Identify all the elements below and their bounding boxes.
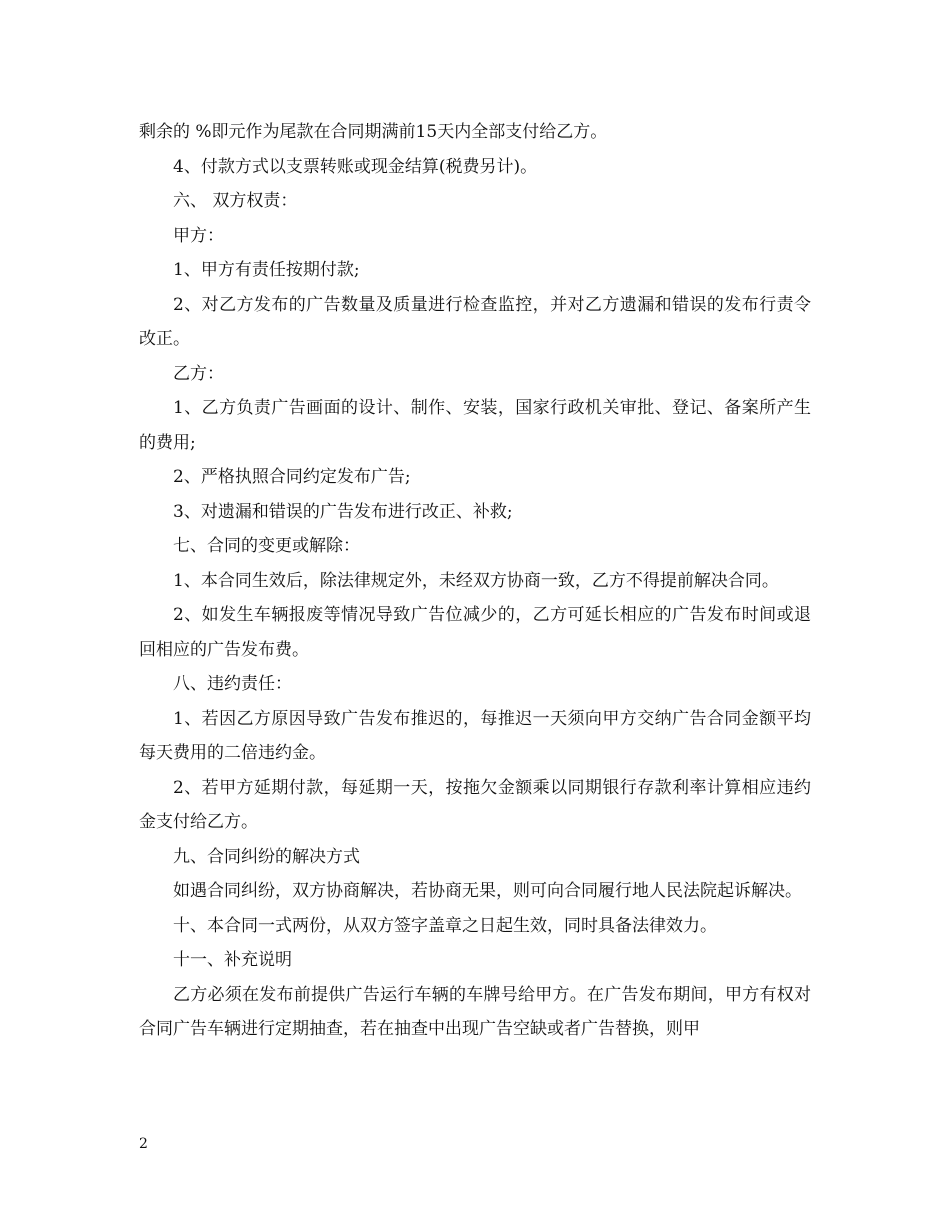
page-number: 2	[139, 1136, 148, 1152]
paragraph: 1、甲方有责任按期付款;	[173, 260, 360, 280]
paragraph: 1、乙方负责广告画面的设计、制作、安装，国家行政机关审批、登记、备案所产生的费用;	[139, 398, 811, 453]
paragraph: 2、严格执照合同约定发布广告;	[173, 467, 411, 487]
paragraph: 六、 双方权责：	[173, 191, 298, 211]
paragraph: 乙方：	[173, 363, 224, 384]
paragraph: 2、若甲方延期付款，每延期一天，按拖欠金额乘以同期银行存款利率计算相应违约金支付给乙方。	[139, 777, 811, 832]
document-body	[139, 115, 811, 1047]
paragraph: 剩余的 %即元作为尾款在合同期满前15天内全部支付给乙方。	[139, 122, 608, 142]
paragraph: 八、违约责任：	[173, 674, 292, 694]
paragraph: 乙方必须在发布前提供广告运行车辆的车牌号给甲方。在广告发布期间，甲方有权对合同广告车辆进行定期抽查，若在抽查中出现广告空缺或者广告替换，则甲	[139, 984, 811, 1039]
paragraph: 甲方：	[173, 225, 224, 246]
paragraph: 2、对乙方发布的广告数量及质量进行检查监控，并对乙方遗漏和错误的发布行责令改正。	[139, 294, 811, 349]
paragraph: 九、合同纠纷的解决方式	[173, 846, 360, 867]
paragraph: 十、本合同一式两份，从双方签字盖章之日起生效，同时具备法律效力。	[173, 915, 717, 936]
paragraph: 1、若因乙方原因导致广告发布推迟的，每推迟一天须向甲方交纳广告合同金额平均每天费用的二倍违约金。	[139, 708, 811, 763]
paragraph: 3、对遗漏和错误的广告发布进行改正、补救;	[173, 501, 513, 522]
paragraph: 如遇合同纠纷，双方协商解决，若协商无果，则可向合同履行地人民法院起诉解决。	[173, 881, 802, 901]
paragraph: 4、付款方式以支票转账或现金结算(税费另计)。	[173, 156, 538, 177]
paragraph: 七、合同的变更或解除：	[173, 536, 360, 556]
paragraph: 十一、补充说明	[173, 950, 292, 970]
paragraph: 1、本合同生效后，除法律规定外，未经双方协商一致，乙方不得提前解决合同。	[173, 570, 779, 591]
paragraph: 2、如发生车辆报废等情况导致广告位减少的，乙方可延长相应的广告发布时间或退回相应的广告发布费。	[139, 605, 811, 660]
